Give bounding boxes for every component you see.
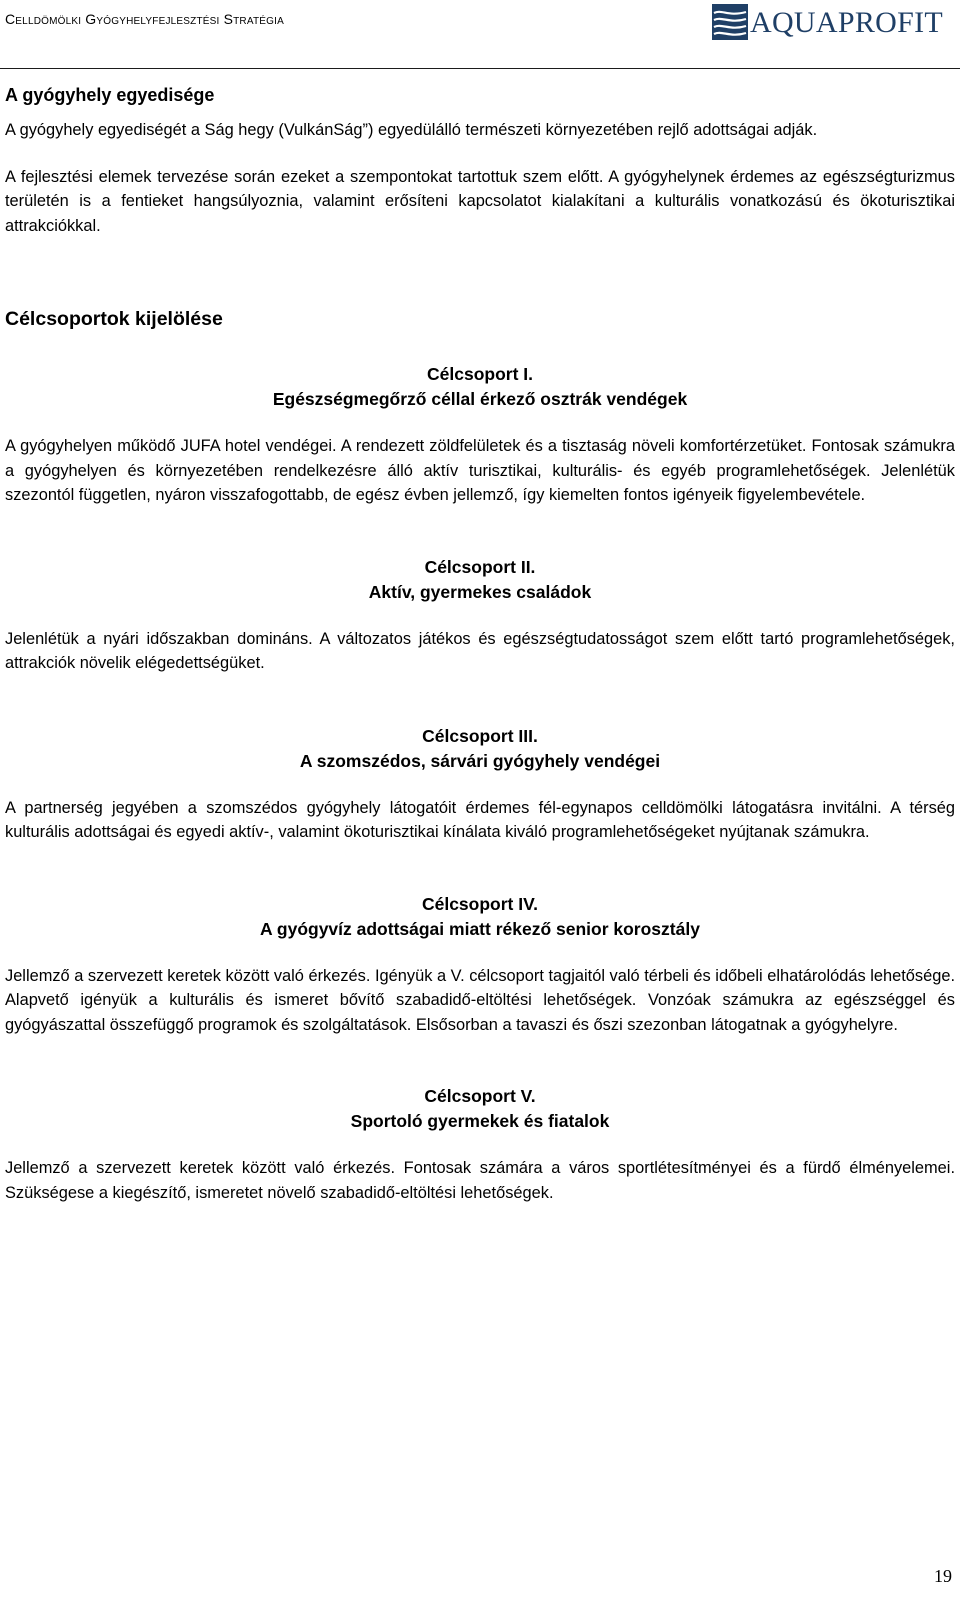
- group-label: Célcsoport III.: [422, 725, 538, 746]
- group-description: Jellemző a szervezett keretek között való érkezés. Fontosak számára a város sportlétesítményei és a fürdő élményelemei. Szükségese a kiegészítő, ismeretet növelő szabadidő-eltöltési lehetőségek.: [5, 1159, 955, 1202]
- group-title: Aktív, gyermekes családok: [368, 581, 592, 602]
- group-label: Célcsoport IV.: [421, 893, 539, 914]
- target-group-2: [5, 555, 955, 676]
- header-divider: [0, 68, 960, 69]
- section-heading-target-groups: Célcsoportok kijelölése: [5, 308, 223, 330]
- group-label: Célcsoport I.: [427, 364, 533, 384]
- target-group-3: [5, 724, 955, 845]
- target-group-5: [5, 1084, 955, 1205]
- group-title: A gyógyvíz adottságai miatt rékező senior korosztály: [260, 918, 700, 939]
- group-description: Jelenlétük a nyári időszakban domináns. A változatos játékos és egészségtudatosságot szem előtt tartó programlehetőségek, attrakciók növelik elégedettségüket.: [5, 629, 955, 672]
- group-label: Célcsoport II.: [424, 556, 536, 577]
- group-description: A gyógyhelyen működő JUFA hotel vendégei. A rendezett zöldfelületek és a tisztaság növeli komfortérzetüket. Fontosak számukra a gyógyhelyen és környezetében rendelkezésre álló aktív turisztikai, kulturális- és egyéb programlehetőségek. Jelenlétük szezontól független, nyáron visszafogottabb, de egész évben jellemző, így kiemelten fontos igényeik figyelembevétele.: [5, 437, 955, 504]
- section-heading-uniqueness: A gyógyhely egyedisége: [5, 85, 215, 105]
- group-description: Jellemző a szervezett keretek között való érkezés. Igényük a V. célcsoport tagjaitól való térbeli és időbeli elhatárolódás lehetősége. Alapvető igényük a kulturális és ismeret bővítő szabadidő-eltöltési lehetőségek. Vonzóak számukra az egészséggel és gyógyászattal összefüggő programok és szolgáltatások. Elsősorban a tavaszi és őszi szezonban látogatnak a gyógyhelyre.: [5, 966, 955, 1034]
- group-title: A szomszédos, sárvári gyógyhely vendégei: [299, 750, 661, 771]
- page-header: [0, 0, 960, 70]
- paragraph: A fejlesztési elemek tervezése során ezeket a szempontokat tartottuk szem előtt. A gyógyhelynek érdemes az egészségturizmus területén is a fentieket hangsúlyoznia, valamint erősíteni kapcsolatot kialakítani a kulturális vonatkozású és ökoturisztikai attrakciókkal.: [5, 167, 955, 235]
- group-description: A partnerség jegyében a szomszédos gyógyhely látogatóit érdemes fél-egynapos celldömölki látogatásra invitálni. A térség kulturális adottságai és egyedi aktív-, valamint ökoturisztikai kínálata kiváló programlehetőségeket nyújtanak számukra.: [5, 798, 955, 841]
- document-title: Celldömölki Gyógyhelyfejlesztési Stratégia: [5, 11, 284, 27]
- target-group-4: [5, 892, 955, 1038]
- page-number: 19: [934, 1566, 952, 1586]
- document-body: [5, 83, 955, 1205]
- paragraph: A gyógyhely egyediségét a Ság hegy (VulkánSág”) egyedülálló természeti környezetében rejlő adottságai adják.: [5, 121, 818, 139]
- group-title: Sportoló gyermekek és fiatalok: [350, 1111, 610, 1131]
- group-title: Egészségmegőrző céllal érkező osztrák vendégek: [272, 389, 688, 409]
- aquaprofit-logo: [712, 4, 954, 44]
- logo-text: AQUAPROFIT: [750, 6, 944, 39]
- group-label: Célcsoport V.: [424, 1086, 536, 1106]
- target-group-1: [5, 362, 955, 508]
- wave-logo-icon: [712, 4, 748, 40]
